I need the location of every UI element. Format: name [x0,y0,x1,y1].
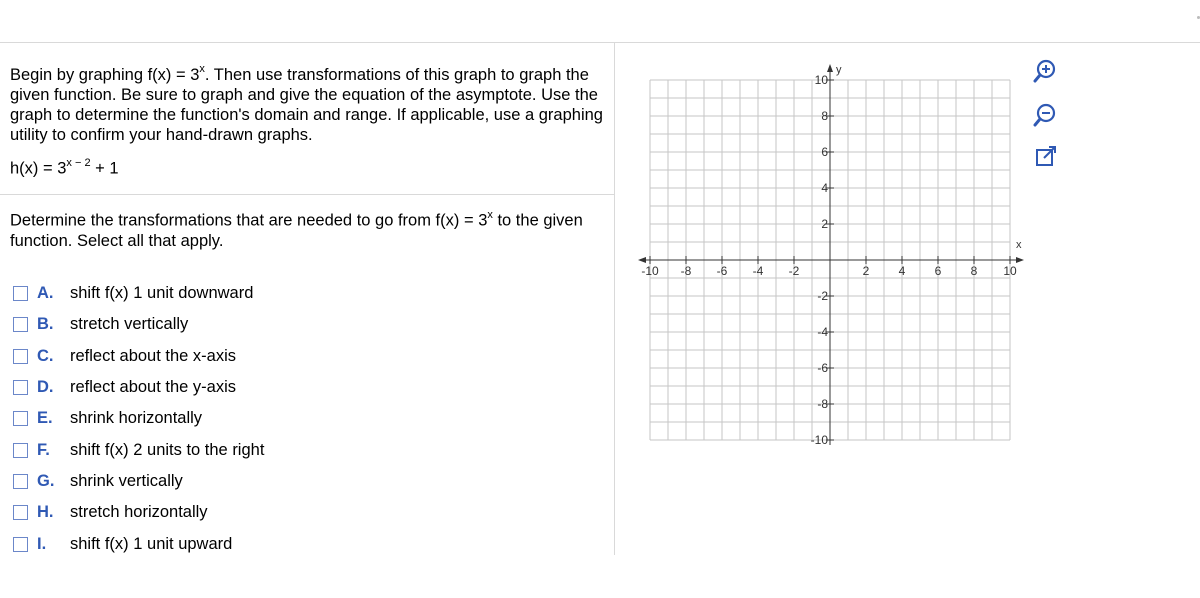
checkbox[interactable] [13,474,28,489]
problem-instructions [10,60,605,145]
option-g[interactable] [13,466,264,497]
instructions-part-1: Begin by graphing f(x) = 3 [10,65,200,84]
zoom-out-icon[interactable] [1031,101,1059,129]
option-b[interactable] [13,309,264,340]
option-a[interactable] [13,278,264,309]
function-definition [10,158,119,179]
instructions-part-2: . Then use transformations of this graph to graph the given function. Be sure to graph and give the equation of the asymptote. Use the graph to determine the function's domain and range. If applicable, use a graphing utility to confirm your hand-drawn graphs. [10,65,603,144]
question-text-after: to the given function. Select all that apply. [10,211,583,250]
option-letter: D. [37,378,54,397]
option-letter: G. [37,471,55,490]
option-label: stretch horizontally [70,503,208,522]
x-tick-label: -2 [788,264,800,278]
x-tick-label: -8 [680,264,692,278]
option-letter: C. [37,346,54,365]
option-f[interactable] [13,434,264,465]
x-tick-label: -6 [716,264,728,278]
option-letter: A. [37,284,54,303]
option-label: reflect about the x-axis [70,346,236,365]
option-i[interactable] [13,528,264,559]
checkbox[interactable] [13,349,28,364]
popout-icon[interactable] [1033,143,1061,171]
zoom-in-icon[interactable] [1031,57,1059,85]
x-tick-label: -4 [752,264,764,278]
option-e[interactable] [13,403,264,434]
y-tick-label: 2 [821,217,828,231]
x-axis-label: x [1016,239,1022,251]
option-label: stretch vertically [70,315,189,334]
function-exponent: x − 2 [66,157,91,169]
y-tick-label: -2 [817,289,828,303]
checkbox[interactable] [13,317,28,332]
top-divider [0,42,1200,43]
checkbox[interactable] [13,537,28,552]
x-tick-label: 4 [898,264,906,278]
x-tick-label: 10 [1003,264,1017,278]
function-base: h(x) = 3 [10,159,67,178]
option-label: shift f(x) 2 units to the right [70,440,265,459]
x-axis-arrow-left [638,257,646,263]
question-prompt [10,206,605,251]
y-axis-label: y [836,64,842,76]
option-label: shrink horizontally [70,409,203,428]
coordinate-graph[interactable] [620,55,1030,445]
option-c[interactable] [13,341,264,372]
option-label: shift f(x) 1 unit downward [70,284,254,303]
checkbox[interactable] [13,505,28,520]
option-letter: F. [37,440,50,459]
option-label: reflect about the y-axis [70,378,236,397]
instructions-text [10,63,603,144]
x-tick-label: -10 [641,264,659,278]
instructions-exponent: x [199,63,205,75]
panel-divider [614,43,615,555]
option-label: shift f(x) 1 unit upward [70,534,233,553]
option-letter: B. [37,315,54,334]
y-tick-label: 10 [814,73,828,87]
checkbox[interactable] [13,380,28,395]
y-tick-label: 8 [821,109,828,123]
y-tick-label: -4 [817,325,828,339]
question-text-before: Determine the transformations that are needed to go from f(x) = 3 [10,211,488,230]
x-tick-label: 6 [934,264,942,278]
function-tail: + 1 [90,159,119,178]
x-tick-label: 2 [862,264,870,278]
question-exponent: x [487,209,493,221]
y-tick-label: -8 [817,397,828,411]
option-letter: E. [37,409,53,428]
y-axis-arrow-up [827,64,833,72]
x-axis-arrow-right [1016,257,1024,263]
option-d[interactable] [13,372,264,403]
y-tick-label: 6 [821,145,828,159]
y-tick-label: -6 [817,361,828,375]
option-label: shrink vertically [70,471,183,490]
option-h[interactable] [13,497,264,528]
question-divider [0,194,614,195]
y-tick-label: 4 [821,181,828,195]
checkbox[interactable] [13,286,28,301]
option-letter: H. [37,503,54,522]
checkbox[interactable] [13,411,28,426]
answer-options [13,278,264,560]
option-letter: I. [37,534,47,553]
checkbox[interactable] [13,443,28,458]
y-tick-label: -10 [810,433,828,445]
x-tick-label: 8 [970,264,978,278]
